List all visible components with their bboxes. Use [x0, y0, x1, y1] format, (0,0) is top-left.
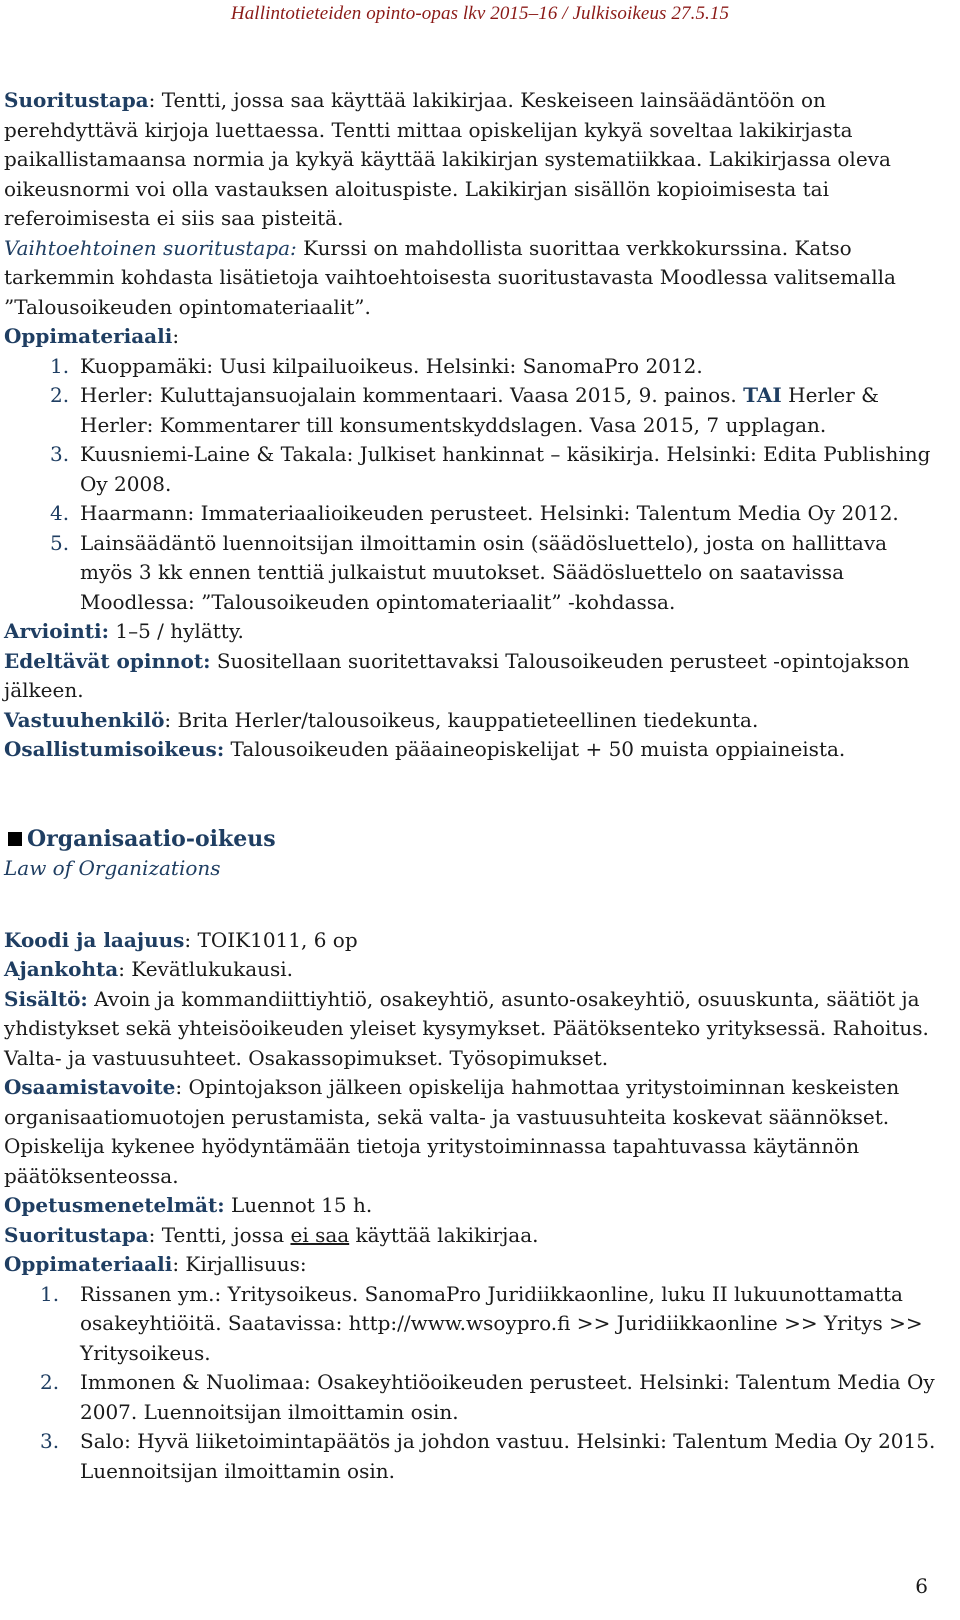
- vastuuhenkilo-label: Vastuuhenkilö: [4, 707, 165, 732]
- list-item-text: Haarmann: Immateriaalioikeuden perusteet. Helsinki: Talentum Media Oy 2012.: [80, 501, 899, 525]
- list-item-text: Immonen & Nuolimaa: Osakeyhtiöoikeuden perusteet. Helsinki: Talentum Media Oy 2007. Luennoitsijan ilmoittamin osin.: [80, 1370, 935, 1424]
- sisalto-paragraph: [4, 985, 940, 1074]
- ajankohta-paragraph: [4, 955, 940, 985]
- sisalto-label: Sisältö:: [4, 986, 88, 1011]
- arviointi-text: 1–5 / hylätty.: [108, 619, 244, 643]
- oppimateriaali-heading: [4, 322, 940, 352]
- suoritustapa2-post: käyttää lakikirjaa.: [349, 1222, 539, 1247]
- arviointi-paragraph: [4, 617, 940, 647]
- koodi-text: : TOIK1011, 6 op: [184, 927, 358, 952]
- page-content: [4, 86, 940, 1486]
- list-item: [4, 529, 940, 618]
- suoritustapa-label: Suoritustapa: [4, 88, 149, 112]
- arviointi-label: Arviointi:: [4, 619, 109, 643]
- list-item: [4, 440, 940, 499]
- osallistumisoikeus-label: Osallistumisoikeus:: [4, 737, 225, 761]
- list-item-number: 1.: [50, 353, 70, 378]
- list-item-number: 1.: [40, 1281, 60, 1306]
- list-item-number: 2.: [40, 1370, 60, 1394]
- list-item-text: Kuusniemi-Laine & Takala: Julkiset hankinnat – käsikirja. Helsinki: Edita Publishing Oy 2008.: [80, 442, 931, 496]
- oppimateriaali2-label: Oppimateriaali: [4, 1252, 173, 1276]
- edeltavat-text: Suositellaan suoritettavaksi Talousoikeuden perusteet -opintojakson jälkeen.: [4, 648, 910, 702]
- opetusmenetelmat-text: Luennot 15 h.: [224, 1193, 373, 1217]
- vaihtoehtoinen-paragraph: [4, 234, 940, 323]
- osaamistavoite-paragraph: [4, 1073, 940, 1191]
- list-item: [4, 1427, 940, 1486]
- square-bullet-icon: [8, 832, 22, 846]
- list-item-number: 5.: [50, 530, 70, 555]
- osallistumisoikeus-text: Talousoikeuden pääaineopiskelijat + 50 muista oppiaineista.: [224, 737, 846, 761]
- suoritustapa2-label: Suoritustapa: [4, 1222, 149, 1247]
- course2-materials-list: [4, 1280, 940, 1487]
- ajankohta-label: Ajankohta: [4, 957, 119, 981]
- list-item-number: 4.: [50, 501, 70, 525]
- list-item: [4, 1280, 940, 1369]
- section-title: Organisaatio-oikeus: [27, 825, 276, 852]
- list-item-number: 2.: [50, 383, 70, 407]
- list-item-bold: TAI: [743, 383, 782, 407]
- list-item: [4, 499, 940, 529]
- edeltavat-label: Edeltävät opinnot:: [4, 648, 211, 673]
- list-item-text: Lainsäädäntö luennoitsijan ilmoittamin osin (säädösluettelo), josta on hallittava myös 3 kk ennen tenttiä julkaistut muutokset. Säädösluettelo on saatavissa Moodlessa: ”Talousoikeuden opintomateriaalit” -kohdassa.: [80, 530, 888, 614]
- osallistumisoikeus-paragraph: [4, 735, 940, 765]
- sisalto-text: Avoin ja kommandiittiyhtiö, osakeyhtiö, asunto-osakeyhtiö, osuuskunta, säätiöt ja yhdistykset sekä yhteisöoikeuden yleiset kysymykset. Päätöksenteko yrityksessä. Rahoitus. Valta- ja vastuusuhteet. Osakassopimukset. Työsopimukset.: [4, 986, 929, 1070]
- section-title-english: Law of Organizations: [4, 856, 221, 880]
- list-item-text: Herler: Kuluttajansuojalain kommentaari. Vaasa 2015, 9. painos.: [80, 383, 744, 407]
- vastuuhenkilo-paragraph: [4, 706, 940, 736]
- section-heading: [4, 825, 940, 855]
- course1-materials-list: [4, 352, 940, 618]
- list-item-number: 3.: [40, 1429, 60, 1453]
- oppimateriaali-suffix: :: [172, 324, 180, 348]
- vastuuhenkilo-text: : Brita Herler/talousoikeus, kauppatieteellinen tiedekunta.: [164, 707, 759, 732]
- suoritustapa-text: : Tentti, jossa saa käyttää lakikirjaa. Keskeiseen lainsäädäntöön on perehdyttävä kirjoja luettaessa. Tentti mittaa opiskelijan kykyä soveltaa lakikirjasta paikallistamaansa normia ja kykyä käyttää lakikirjan systematiikkaa. Lakikirjassa oleva oikeusnormi voi olla vastauksen aloituspiste. Lakikirjan sisällön kopioimisesta tai referoimisesta ei siis saa pisteitä.: [4, 88, 891, 230]
- vaihtoehtoinen-text: Kurssi on mahdollista suorittaa verkkokurssina. Katso tarkemmin kohdasta lisätietoja vaihtoehtoisesta suoritustavasta Moodlessa valitsemalla ”Talousoikeuden opintomateriaalit”.: [4, 235, 896, 319]
- suoritustapa2-pre: : Tentti, jossa: [148, 1222, 291, 1247]
- page-number: 6: [915, 1574, 928, 1598]
- list-item: [4, 352, 940, 382]
- opetusmenetelmat-paragraph: [4, 1191, 940, 1221]
- ajankohta-text: : Kevätlukukausi.: [118, 957, 294, 981]
- edeltavat-paragraph: [4, 647, 940, 706]
- osaamistavoite-text: : Opintojakson jälkeen opiskelija hahmottaa yritystoiminnan keskeisten organisaatiomuotojen perustamista, sekä valta- ja vastuusuhteita koskevat säännökset. Opiskelija kykenee hyödyntämään tietoja yritystoiminnassa tapahtuvassa käytännön päätöksenteossa.: [4, 1075, 900, 1188]
- koodi-label: Koodi ja laajuus: [4, 927, 185, 952]
- list-item-text: Salo: Hyvä liiketoimintapäätös ja johdon vastuu. Helsinki: Talentum Media Oy 2015. Luennoitsijan ilmoittamin osin.: [80, 1429, 936, 1483]
- list-item: [4, 1368, 940, 1427]
- vaihtoehtoinen-label: Vaihtoehtoinen suoritustapa:: [4, 235, 297, 260]
- list-item-rest: Herler & Herler: Kommentarer till konsumentskyddslagen. Vasa 2015, 7 upplagan.: [80, 383, 879, 437]
- suoritustapa-paragraph: [4, 86, 940, 234]
- list-item: [4, 381, 940, 440]
- opetusmenetelmat-label: Opetusmenetelmät:: [4, 1193, 225, 1217]
- suoritustapa2-underlined: ei saa: [290, 1222, 350, 1247]
- oppimateriaali2-paragraph: [4, 1250, 940, 1280]
- koodi-paragraph: [4, 926, 940, 956]
- list-item-text: Rissanen ym.: Yritysoikeus. SanomaPro Juridiikkaonline, luku II lukuunottamatta osakeyhtiöitä. Saatavissa: http://www.wsoypro.fi >> Juridiikkaonline >> Yritys >> Yritysoikeus.: [80, 1281, 923, 1365]
- running-header: Hallintotieteiden opinto-opas lkv 2015–16 / Julkisoikeus 27.5.15: [230, 3, 730, 24]
- oppimateriaali2-text: : Kirjallisuus:: [172, 1252, 307, 1276]
- oppimateriaali-label: Oppimateriaali: [4, 324, 173, 348]
- suoritustapa2-paragraph: [4, 1221, 940, 1251]
- list-item-number: 3.: [50, 442, 70, 466]
- osaamistavoite-label: Osaamistavoite: [4, 1075, 176, 1099]
- list-item-text: Kuoppamäki: Uusi kilpailuoikeus. Helsinki: SanomaPro 2012.: [80, 353, 703, 378]
